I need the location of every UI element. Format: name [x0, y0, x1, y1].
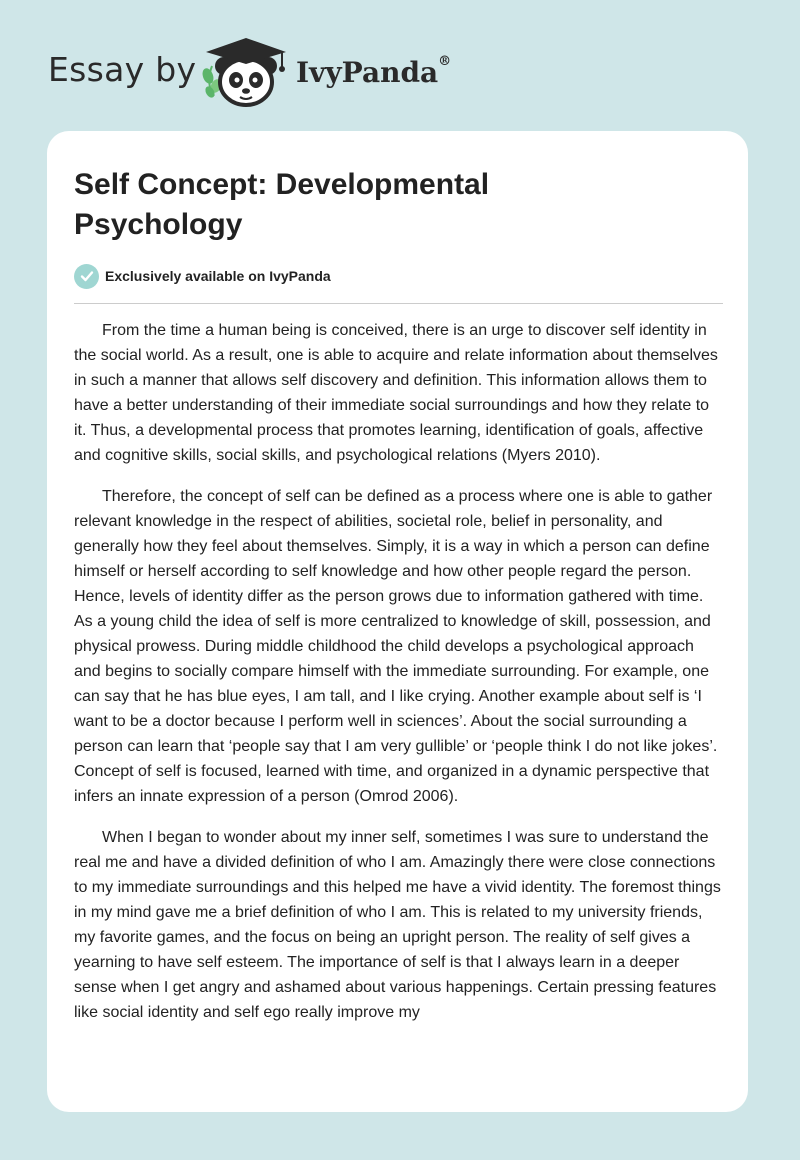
essay-card: [47, 131, 748, 1112]
panda-graduation-icon[interactable]: [198, 36, 294, 108]
site-header: [0, 0, 800, 130]
paragraph: When I began to wonder about my inner self, sometimes I was sure to understand the real me and have a divided definition of who I am. Amazingly there were close connections to my immediate surroundings and this helped me have a vivid identity. The foremost things in my mind gave me a brief definition of who I am. This is related to my university friends, my favorite games, and the focus on being an upright person. The reality of self gives a yearning to have self esteem. The importance of self is that I always learn in a deeper sense when I get angry and ashamed about various happenings. Certain pressing features like social identity and self ego really improve my: [74, 829, 721, 1021]
essay-title: Self Concept: Developmental Psychology: [74, 168, 490, 241]
divider: [74, 303, 723, 304]
brand-name[interactable]: [296, 56, 451, 89]
check-icon: [74, 264, 99, 289]
exclusive-badge: [74, 263, 331, 289]
exclusive-badge-text: Exclusively available on IvyPanda: [105, 268, 331, 284]
brand-text: IvyPanda: [296, 56, 439, 89]
essay-by-label: Essay by: [48, 50, 197, 89]
paragraph: From the time a human being is conceived, there is an urge to discover self identity in the social world. As a result, one is able to acquire and relate information about themselves in such a manner that allows self discovery and definition. This information allows them to have a better understanding of their immediate social surroundings and how they relate to it. Thus, a developmental process that promotes learning, identification of goals, affective and cognitive skills, social skills, and psychological relations (Myers 2010).: [74, 322, 718, 464]
paragraph: Therefore, the concept of self can be defined as a process where one is able to gather relevant knowledge in the respect of abilities, societal role, belief in personality, and generally how they feel about themselves. Simply, it is a way in which a person can define himself or herself according to self knowledge and how other people regard the person. Hence, levels of identity differ as the person grows due to information gathered with time. As a young child the idea of self is more centralized to knowledge of skill, possession, and physical prowess. During middle childhood the child develops a psychological approach and begins to socially compare himself with the immediate surrounding. For example, one can say that he has blue eyes, I am tall, and I like crying. Another example about self is ‘I want to be a doctor because I perform well in sciences’. About the social surrounding a person can learn that ‘people say that I am very gullible’ or ‘people think I do not like jokes’. Concept of self is focused, learned with time, and organized in a dynamic perspective that infers an innate expression of a person (Omrod 2006).: [74, 488, 718, 805]
registered-mark: ®: [438, 54, 452, 69]
essay-body: [74, 318, 724, 1041]
